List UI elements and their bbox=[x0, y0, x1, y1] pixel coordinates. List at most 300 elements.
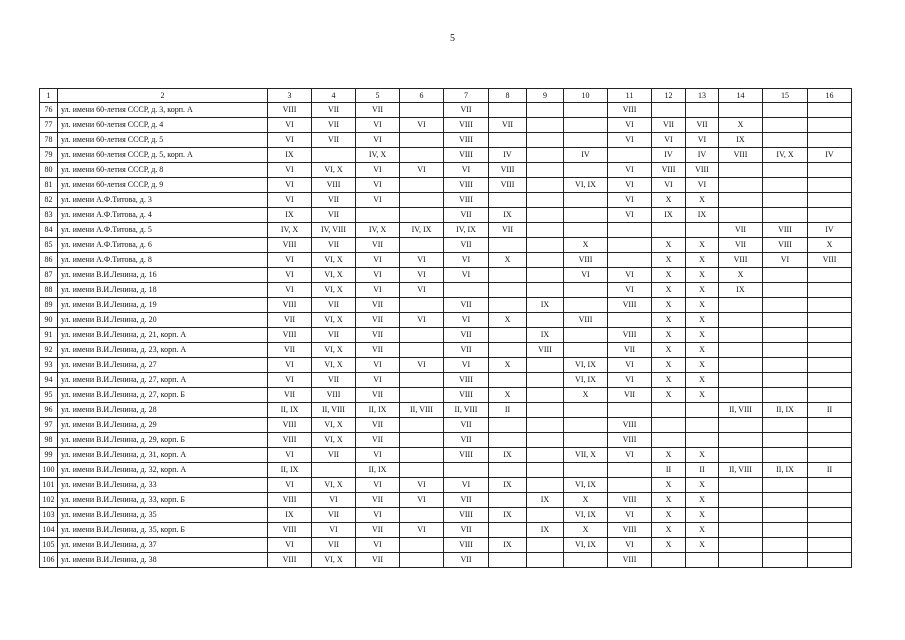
table-row bbox=[40, 193, 852, 208]
table-cell bbox=[808, 268, 852, 283]
table-cell: X bbox=[564, 493, 608, 508]
table-cell: VII bbox=[312, 238, 356, 253]
table-row bbox=[40, 508, 852, 523]
table-cell bbox=[763, 478, 808, 493]
table-cell: VIII bbox=[719, 253, 763, 268]
table-cell bbox=[564, 223, 608, 238]
header-cell: 2 bbox=[58, 89, 268, 103]
table-cell: IV, X bbox=[268, 223, 312, 238]
table-cell: IX bbox=[686, 208, 719, 223]
table-cell: X bbox=[652, 328, 686, 343]
table-cell: VI bbox=[444, 478, 489, 493]
table-cell: VII bbox=[719, 238, 763, 253]
table-cell bbox=[808, 538, 852, 553]
table-row bbox=[40, 208, 852, 223]
table-cell: X bbox=[719, 268, 763, 283]
table-cell bbox=[808, 313, 852, 328]
table-cell: VIII bbox=[652, 163, 686, 178]
table-cell: VII bbox=[312, 118, 356, 133]
table-cell: VIII bbox=[719, 148, 763, 163]
table-cell bbox=[564, 463, 608, 478]
table-cell: VI bbox=[356, 133, 400, 148]
table-cell: VII bbox=[444, 433, 489, 448]
table-cell: II bbox=[489, 403, 527, 418]
table-cell bbox=[527, 253, 564, 268]
table-cell bbox=[400, 448, 444, 463]
row-number-cell: 98 bbox=[40, 433, 58, 448]
table-row bbox=[40, 478, 852, 493]
table-cell: VI bbox=[356, 268, 400, 283]
table-cell bbox=[489, 463, 527, 478]
table-cell: VI bbox=[268, 358, 312, 373]
table-cell: VI bbox=[400, 283, 444, 298]
address-cell: ул. имени В.И.Ленина, д. 33 bbox=[58, 478, 268, 493]
table-cell bbox=[400, 133, 444, 148]
table-cell: VI bbox=[400, 313, 444, 328]
table-row bbox=[40, 148, 852, 163]
table-cell: X bbox=[652, 448, 686, 463]
table-cell: IX bbox=[268, 148, 312, 163]
table-cell: VIII bbox=[268, 523, 312, 538]
table-cell: IX bbox=[489, 538, 527, 553]
row-number-cell: 95 bbox=[40, 388, 58, 403]
address-cell: ул. имени В.И.Ленина, д. 37 bbox=[58, 538, 268, 553]
table-cell: VIII bbox=[608, 493, 652, 508]
table-cell: VIII bbox=[268, 433, 312, 448]
table-cell bbox=[527, 433, 564, 448]
table-cell bbox=[527, 223, 564, 238]
table-cell: VII bbox=[356, 103, 400, 118]
table-cell bbox=[719, 448, 763, 463]
table-row bbox=[40, 268, 852, 283]
address-cell: ул. имени В.И.Ленина, д. 20 bbox=[58, 313, 268, 328]
table-cell bbox=[808, 118, 852, 133]
row-number-cell: 96 bbox=[40, 403, 58, 418]
table-cell bbox=[719, 373, 763, 388]
header-cell: 15 bbox=[763, 89, 808, 103]
table-cell: VIII bbox=[489, 163, 527, 178]
table-cell: VI bbox=[312, 493, 356, 508]
address-cell: ул. имени А.Ф.Титова, д. 6 bbox=[58, 238, 268, 253]
table-cell: VI, X bbox=[312, 163, 356, 178]
table-cell bbox=[808, 193, 852, 208]
header-cell: 9 bbox=[527, 89, 564, 103]
address-cell: ул. имени 60-летия СССР, д. 5, корп. А bbox=[58, 148, 268, 163]
address-cell: ул. имени В.И.Ленина, д. 35 bbox=[58, 508, 268, 523]
address-cell: ул. имени В.И.Ленина, д. 18 bbox=[58, 283, 268, 298]
table-cell: IX bbox=[527, 328, 564, 343]
table-cell: VII bbox=[444, 493, 489, 508]
table-cell bbox=[564, 208, 608, 223]
table-cell: VI, X bbox=[312, 313, 356, 328]
table-cell: VI bbox=[268, 193, 312, 208]
table-cell: IV bbox=[564, 148, 608, 163]
table-cell: VIII bbox=[312, 178, 356, 193]
table-cell bbox=[444, 463, 489, 478]
table-cell bbox=[400, 193, 444, 208]
table-cell: VII bbox=[652, 118, 686, 133]
address-cell: ул. имени В.И.Ленина, д. 38 bbox=[58, 553, 268, 568]
table-cell: X bbox=[652, 253, 686, 268]
table-cell bbox=[719, 358, 763, 373]
row-number-cell: 106 bbox=[40, 553, 58, 568]
table-cell: II, VIII bbox=[719, 463, 763, 478]
table-cell: X bbox=[686, 523, 719, 538]
table-cell: VI bbox=[356, 163, 400, 178]
table-cell bbox=[564, 343, 608, 358]
table-cell bbox=[527, 538, 564, 553]
table-cell bbox=[608, 223, 652, 238]
table-cell: VII bbox=[489, 118, 527, 133]
table-cell: VIII bbox=[608, 328, 652, 343]
table-cell bbox=[400, 553, 444, 568]
table-cell: VI bbox=[356, 448, 400, 463]
table-cell: VI bbox=[312, 523, 356, 538]
table-cell: VI bbox=[400, 523, 444, 538]
table-cell: X bbox=[686, 343, 719, 358]
table-cell: X bbox=[686, 373, 719, 388]
table-cell bbox=[763, 328, 808, 343]
table-cell: II, VIII bbox=[312, 403, 356, 418]
row-number-cell: 84 bbox=[40, 223, 58, 238]
table-cell: VII bbox=[356, 418, 400, 433]
table-cell bbox=[527, 193, 564, 208]
table-cell: X bbox=[686, 193, 719, 208]
table-row bbox=[40, 493, 852, 508]
row-number-cell: 81 bbox=[40, 178, 58, 193]
table-cell bbox=[808, 508, 852, 523]
table-cell: VIII bbox=[763, 223, 808, 238]
table-cell bbox=[489, 298, 527, 313]
address-cell: ул. имени В.И.Ленина, д. 31, корп. А bbox=[58, 448, 268, 463]
table-row bbox=[40, 448, 852, 463]
data-table bbox=[39, 88, 852, 568]
table-cell: VIII bbox=[444, 448, 489, 463]
table-cell: VII bbox=[312, 373, 356, 388]
table-cell: VI bbox=[268, 373, 312, 388]
table-cell: VI bbox=[356, 283, 400, 298]
table-cell: VII bbox=[444, 523, 489, 538]
table-row bbox=[40, 118, 852, 133]
header-cell: 16 bbox=[808, 89, 852, 103]
address-cell: ул. имени А.Ф.Титова, д. 5 bbox=[58, 223, 268, 238]
table-cell bbox=[719, 553, 763, 568]
table-cell: X bbox=[686, 253, 719, 268]
table-row bbox=[40, 328, 852, 343]
table-cell: VIII bbox=[268, 328, 312, 343]
table-cell bbox=[719, 313, 763, 328]
table-cell bbox=[608, 253, 652, 268]
table-cell bbox=[400, 418, 444, 433]
header-cell: 3 bbox=[268, 89, 312, 103]
table-cell: IV, X bbox=[763, 148, 808, 163]
table-cell: X bbox=[652, 373, 686, 388]
table-cell: X bbox=[686, 478, 719, 493]
table-cell bbox=[489, 343, 527, 358]
table-cell bbox=[763, 343, 808, 358]
table-cell bbox=[763, 433, 808, 448]
table-cell: X bbox=[652, 268, 686, 283]
table-cell bbox=[808, 388, 852, 403]
row-number-cell: 86 bbox=[40, 253, 58, 268]
table-cell bbox=[564, 403, 608, 418]
table-cell: VIII bbox=[564, 253, 608, 268]
table-cell bbox=[808, 133, 852, 148]
table-cell: VIII bbox=[444, 178, 489, 193]
table-cell bbox=[527, 463, 564, 478]
table-cell bbox=[312, 148, 356, 163]
table-cell: VI bbox=[444, 313, 489, 328]
table-cell: VI bbox=[400, 493, 444, 508]
table-cell: X bbox=[686, 298, 719, 313]
table-cell: X bbox=[564, 523, 608, 538]
table-cell bbox=[686, 223, 719, 238]
table-cell: II, IX bbox=[356, 403, 400, 418]
table-cell: X bbox=[652, 193, 686, 208]
table-cell: VI, IX bbox=[564, 178, 608, 193]
table-cell: VI bbox=[608, 193, 652, 208]
table-cell: VIII bbox=[808, 253, 852, 268]
table-cell bbox=[652, 418, 686, 433]
table-cell: VIII bbox=[444, 388, 489, 403]
table-cell bbox=[489, 103, 527, 118]
row-number-cell: 88 bbox=[40, 283, 58, 298]
table-row bbox=[40, 403, 852, 418]
table-cell: X bbox=[686, 388, 719, 403]
table-cell bbox=[489, 283, 527, 298]
table-cell: X bbox=[686, 238, 719, 253]
table-cell: X bbox=[652, 538, 686, 553]
page-number: 5 bbox=[450, 33, 455, 44]
table-cell: VI bbox=[608, 508, 652, 523]
table-cell: VII bbox=[356, 328, 400, 343]
table-cell bbox=[400, 238, 444, 253]
row-number-cell: 102 bbox=[40, 493, 58, 508]
table-cell: IV bbox=[686, 148, 719, 163]
address-cell: ул. имени В.И.Ленина, д. 27 bbox=[58, 358, 268, 373]
table-row bbox=[40, 133, 852, 148]
table-cell bbox=[808, 523, 852, 538]
table-cell bbox=[719, 178, 763, 193]
table-row bbox=[40, 433, 852, 448]
table-cell: IX bbox=[719, 133, 763, 148]
table-cell: X bbox=[686, 493, 719, 508]
table-row bbox=[40, 103, 852, 118]
table-cell: VI bbox=[268, 268, 312, 283]
table-cell: VII bbox=[356, 523, 400, 538]
table-cell bbox=[527, 508, 564, 523]
table-cell: IX bbox=[719, 283, 763, 298]
table-cell bbox=[686, 403, 719, 418]
table-cell: VII bbox=[608, 388, 652, 403]
table-cell: VI bbox=[268, 163, 312, 178]
table-cell bbox=[808, 478, 852, 493]
table-cell: IX bbox=[268, 208, 312, 223]
table-cell: VII bbox=[356, 388, 400, 403]
row-number-cell: 97 bbox=[40, 418, 58, 433]
table-cell: X bbox=[489, 358, 527, 373]
table-cell: VI bbox=[763, 253, 808, 268]
table-cell bbox=[527, 448, 564, 463]
table-cell: VI bbox=[400, 358, 444, 373]
table-cell: VII bbox=[719, 223, 763, 238]
table-cell bbox=[400, 178, 444, 193]
table-cell: X bbox=[652, 508, 686, 523]
table-cell bbox=[527, 163, 564, 178]
table-cell bbox=[763, 388, 808, 403]
table-cell: IV, IX bbox=[444, 223, 489, 238]
table-cell: II, IX bbox=[268, 463, 312, 478]
table-cell bbox=[608, 403, 652, 418]
table-cell bbox=[763, 178, 808, 193]
table-cell: II, VIII bbox=[400, 403, 444, 418]
address-cell: ул. имени 60-летия СССР, д. 5 bbox=[58, 133, 268, 148]
table-cell bbox=[763, 133, 808, 148]
table-cell: VII bbox=[268, 343, 312, 358]
table-cell: VIII bbox=[268, 298, 312, 313]
table-cell bbox=[527, 388, 564, 403]
address-cell: ул. имени В.И.Ленина, д. 27, корп. А bbox=[58, 373, 268, 388]
header-cell: 10 bbox=[564, 89, 608, 103]
table-cell: VI bbox=[356, 193, 400, 208]
table-cell bbox=[808, 178, 852, 193]
table-cell: X bbox=[652, 523, 686, 538]
table-cell bbox=[608, 478, 652, 493]
table-cell: VIII bbox=[489, 178, 527, 193]
table-cell: VIII bbox=[608, 418, 652, 433]
table-cell: VI, X bbox=[312, 253, 356, 268]
row-number-cell: 99 bbox=[40, 448, 58, 463]
table-cell: VII bbox=[444, 328, 489, 343]
table-cell: VIII bbox=[608, 553, 652, 568]
header-cell: 11 bbox=[608, 89, 652, 103]
row-number-cell: 101 bbox=[40, 478, 58, 493]
table-cell: II bbox=[686, 463, 719, 478]
table-cell bbox=[400, 298, 444, 313]
table-cell: VI, X bbox=[312, 283, 356, 298]
header-row bbox=[40, 89, 852, 103]
table-cell: VIII bbox=[444, 508, 489, 523]
table-row bbox=[40, 223, 852, 238]
table-cell: IV, VIII bbox=[312, 223, 356, 238]
table-cell: VII bbox=[489, 223, 527, 238]
table-cell: VI bbox=[652, 133, 686, 148]
address-cell: ул. имени В.И.Ленина, д. 35, корп. Б bbox=[58, 523, 268, 538]
row-number-cell: 100 bbox=[40, 463, 58, 478]
table-cell: VI, X bbox=[312, 478, 356, 493]
table-cell: IV bbox=[652, 148, 686, 163]
table-cell bbox=[763, 163, 808, 178]
table-cell: VIII bbox=[444, 193, 489, 208]
header-cell: 6 bbox=[400, 89, 444, 103]
table-cell: X bbox=[564, 388, 608, 403]
table-cell bbox=[763, 283, 808, 298]
row-number-cell: 105 bbox=[40, 538, 58, 553]
table-cell bbox=[763, 508, 808, 523]
address-cell: ул. имени В.И.Ленина, д. 19 bbox=[58, 298, 268, 313]
address-cell: ул. имени В.И.Ленина, д. 16 bbox=[58, 268, 268, 283]
table-cell: X bbox=[652, 238, 686, 253]
table-cell: VI bbox=[268, 133, 312, 148]
table-cell bbox=[608, 148, 652, 163]
table-cell bbox=[564, 163, 608, 178]
header-cell: 12 bbox=[652, 89, 686, 103]
table-cell: IV bbox=[808, 148, 852, 163]
table-cell bbox=[527, 103, 564, 118]
table-cell bbox=[564, 103, 608, 118]
table-cell: VI bbox=[356, 253, 400, 268]
table-cell: VI bbox=[268, 283, 312, 298]
table-cell bbox=[719, 388, 763, 403]
table-cell: VII bbox=[686, 118, 719, 133]
row-number-cell: 103 bbox=[40, 508, 58, 523]
table-cell bbox=[763, 538, 808, 553]
table-cell bbox=[808, 283, 852, 298]
table-cell bbox=[608, 463, 652, 478]
table-cell bbox=[808, 553, 852, 568]
table-cell bbox=[564, 553, 608, 568]
table-cell: IV bbox=[808, 223, 852, 238]
table-cell bbox=[686, 103, 719, 118]
address-cell: ул. имени А.Ф.Титова, д. 3 bbox=[58, 193, 268, 208]
table-row bbox=[40, 388, 852, 403]
table-cell: VI, IX bbox=[564, 508, 608, 523]
table-cell: II bbox=[652, 463, 686, 478]
table-cell bbox=[527, 118, 564, 133]
table-cell: VII, X bbox=[564, 448, 608, 463]
table-cell: VIII bbox=[444, 148, 489, 163]
table-cell: X bbox=[652, 343, 686, 358]
table-cell bbox=[400, 433, 444, 448]
table-row bbox=[40, 238, 852, 253]
table-cell: IX bbox=[489, 448, 527, 463]
address-cell: ул. имени 60-летия СССР, д. 8 bbox=[58, 163, 268, 178]
table-cell bbox=[719, 523, 763, 538]
table-row bbox=[40, 253, 852, 268]
table-cell bbox=[719, 328, 763, 343]
table-cell bbox=[686, 418, 719, 433]
table-cell: VI bbox=[356, 358, 400, 373]
address-cell: ул. имени 60-летия СССР, д. 3, корп. А bbox=[58, 103, 268, 118]
table-cell bbox=[808, 373, 852, 388]
table-cell bbox=[719, 418, 763, 433]
table-row bbox=[40, 283, 852, 298]
table-cell: VI bbox=[356, 118, 400, 133]
table-cell: VII bbox=[444, 553, 489, 568]
table-cell bbox=[808, 298, 852, 313]
header-cell: 1 bbox=[40, 89, 58, 103]
table-cell: II, VIII bbox=[719, 403, 763, 418]
table-cell bbox=[564, 298, 608, 313]
table-cell bbox=[652, 433, 686, 448]
table-cell: VI bbox=[608, 178, 652, 193]
table-cell: VII bbox=[312, 538, 356, 553]
table-cell: VII bbox=[356, 433, 400, 448]
table-cell bbox=[400, 328, 444, 343]
table-cell: IX bbox=[527, 523, 564, 538]
table-cell: VI bbox=[400, 253, 444, 268]
table-cell: VIII bbox=[608, 433, 652, 448]
table-cell bbox=[400, 208, 444, 223]
table-cell bbox=[763, 103, 808, 118]
table-cell bbox=[489, 433, 527, 448]
table-cell: VI bbox=[608, 358, 652, 373]
table-cell bbox=[527, 208, 564, 223]
table-cell: VI bbox=[444, 358, 489, 373]
table-cell bbox=[400, 343, 444, 358]
table-cell bbox=[719, 508, 763, 523]
table-cell: VII bbox=[444, 208, 489, 223]
